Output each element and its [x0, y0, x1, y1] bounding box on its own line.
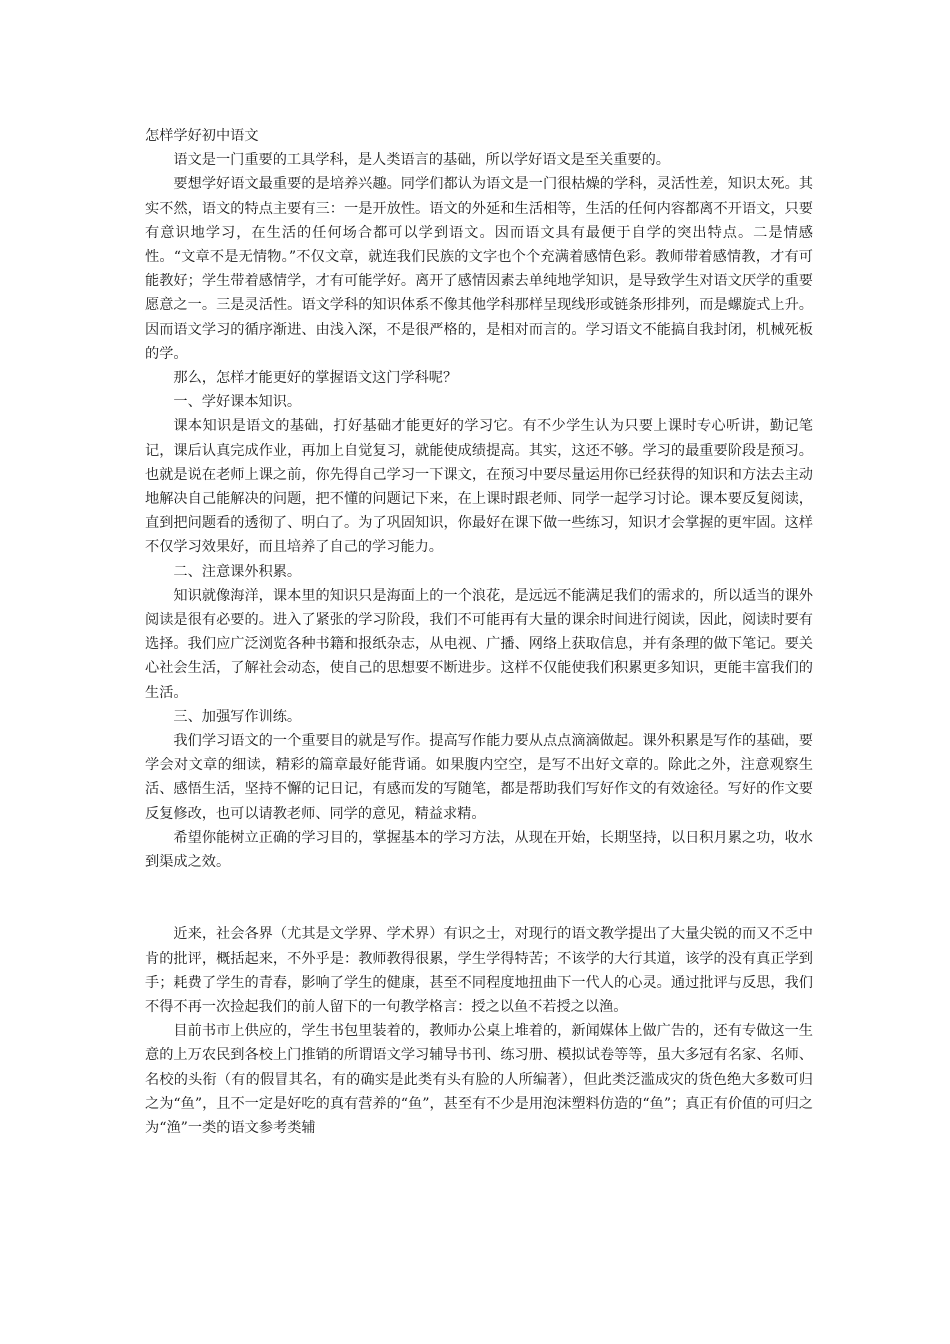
- section-heading-2: 二、注意课外积累。: [173, 563, 302, 580]
- paragraph-criticism: 近来，社会各界（尤其是文学界、学术界）有识之士，对现行的语文教学提出了大量尖锐的而又不乏中肯的批评，概括起来，不外乎是：教师教得很累，学生学得特苦；不该学的大行其道，该学的没有真正学到手；耗费了学生的青春，影响了学生的健康，甚至不同程度地扭曲下一代人的心灵。通过批评与反思，我们不得不再一次捡起我们的前人留下的一句教学格言：授之以鱼不若授之以渔。: [145, 926, 813, 1015]
- section-heading-3: 三、加强写作训练。: [173, 708, 302, 725]
- paragraph-intro: 语文是一门重要的工具学科，是人类语言的基础，所以学好语文是至关重要的。: [173, 152, 670, 169]
- paragraph-interest: 要想学好语文最重要的是培养兴趣。同学们都认为语文是一门很枯燥的学科，灵活性差，知识太死。其实不然，语文的特点主要有三：一是开放性。语文的外延和生活相等，生活的任何内容都离不开语文，只要有意识地学习，在生活的任何场合都可以学到语文。因而语文具有最便于自学的突出特点。二是情感性。“文章不是无情物。”不仅文章，就连我们民族的文字也个个充满着感情色彩。教师带着感情教，才有可能教好；学生带着感情学，才有可能学好。离开了感情因素去单纯地学知识，是导致学生对语文厌学的重要愿意之一。三是灵活性。语文学科的知识体系不像其他学科那样呈现线形或链条形排列，而是螺旋式上升。因而语文学习的循序渐进、由浅入深，不是很严格的，是相对而言的。学习语文不能搞自我封闭，机械死板的学。: [145, 176, 813, 362]
- section-heading-1: 一、学好课本知识。: [173, 394, 302, 411]
- paragraph-writing: 我们学习语文的一个重要目的就是写作。提高写作能力要从点点滴滴做起。课外积累是写作的基础，要学会对文章的细读，精彩的篇章最好能背诵。如果腹内空空，是写不出好文章的。除此之外，注意观察生活、感悟生活，坚持不懈的记日记，有感而发的写随笔，都是帮助我们写好作文的有效途径。写好的作文要反复修改，也可以请教老师、同学的意见，精益求精。: [145, 733, 813, 822]
- document-body: [145, 124, 813, 1140]
- paragraph-extracurricular: 知识就像海洋，课本里的知识只是海面上的一个浪花，是远远不能满足我们的需求的，所以适当的课外阅读是很有必要的。进入了紧张的学习阶段，我们不可能再有大量的课余时间进行阅读，因此，阅读时要有选择。我们应广泛浏览各种书籍和报纸杂志，从电视、广播、网络上获取信息，并有条理的做下笔记。要关心社会生活，了解社会动态，使自己的思想要不断进步。这样不仅能使我们积累更多知识，更能丰富我们的生活。: [145, 587, 813, 701]
- paragraph-question: 那么，怎样才能更好的掌握语文这门学科呢？: [173, 370, 458, 387]
- paragraph-market: 目前书市上供应的，学生书包里装着的，教师办公桌上堆着的，新闻媒体上做广告的，还有专做这一生意的上万农民到各校上门推销的所谓语文学习辅导书刊、练习册、模拟试卷等等，虽大多冠有名家、名师、名校的头衔（有的假冒其名，有的确实是此类有头有脸的人所编著），但此类泛滥成灾的货色绝大多数可归之为“鱼”，且不一定是好吃的真有营养的“鱼”，甚至有不少是用泡沫塑料仿造的“鱼”；真正有价值的可归之为“渔”一类的语文参考类辅: [145, 1023, 813, 1136]
- paragraph-conclusion: 希望你能树立正确的学习目的，掌握基本的学习方法，从现在开始，长期坚持，以日积月累之功，收水到渠成之效。: [145, 829, 813, 871]
- document-title: 怎样学好初中语文: [145, 128, 259, 144]
- paragraph-textbook: 课本知识是语文的基础，打好基础才能更好的学习它。有不少学生认为只要上课时专心听讲，勤记笔记，课后认真完成作业，再加上自觉复习，就能使成绩提高。其实，这还不够。学习的最重要阶段是预习。也就是说在老师上课之前，你先得自己学习一下课文，在预习中要尽量运用你已经获得的知识和方法去主动地解决自己能解决的问题，把不懂的问题记下来，在上课时跟老师、同学一起学习讨论。课本要反复阅读，直到把问题看的透彻了、明白了。为了巩固知识，你最好在课下做一些练习，知识才会掌握的更牢固。这样不仅学习效果好，而且培养了自己的学习能力。: [145, 418, 813, 556]
- section-gap: [145, 874, 813, 922]
